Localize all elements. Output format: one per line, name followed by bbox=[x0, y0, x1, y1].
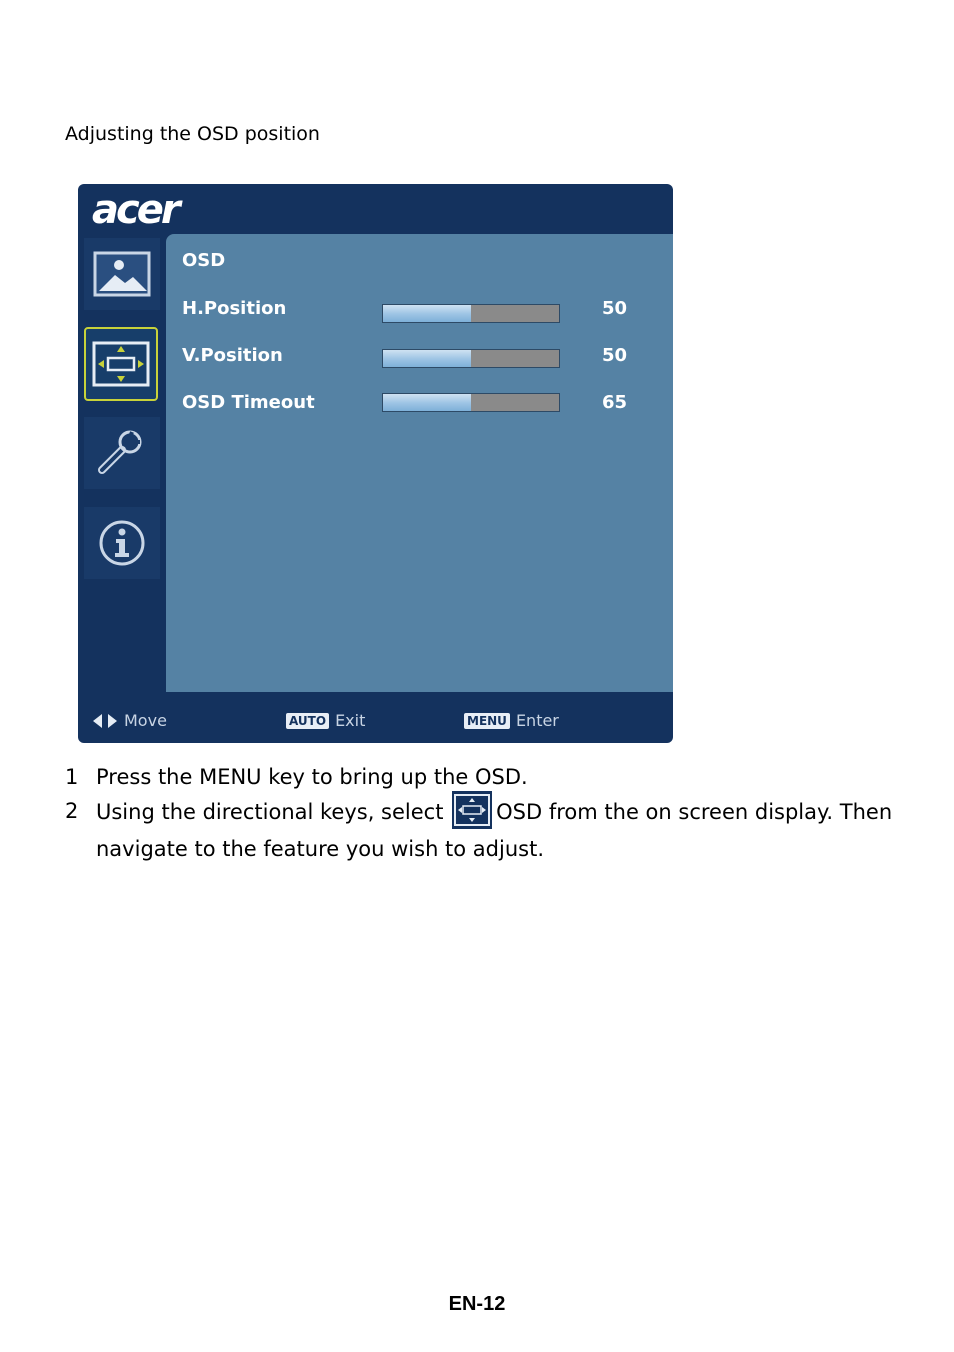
step-1 bbox=[65, 760, 905, 794]
footer-exit-label: Exit bbox=[335, 711, 366, 730]
page-number: EN-12 bbox=[448, 1293, 506, 1315]
auto-key-badge: AUTO bbox=[286, 713, 329, 729]
info-icon bbox=[97, 518, 147, 568]
osd-position-icon bbox=[452, 791, 492, 829]
osd-timeout-slider bbox=[382, 393, 560, 412]
h-position-label: H.Position bbox=[182, 298, 287, 319]
h-position-slider bbox=[382, 304, 560, 323]
sidebar-item-picture bbox=[84, 238, 160, 310]
osd-timeout-label: OSD Timeout bbox=[182, 392, 315, 413]
osd-settings-panel bbox=[166, 234, 673, 692]
v-position-slider bbox=[382, 349, 560, 368]
osd-footer bbox=[78, 692, 673, 743]
step-text-before: Using the directional keys, select bbox=[96, 800, 444, 824]
footer-enter-label: Enter bbox=[515, 711, 559, 730]
panel-title: OSD bbox=[182, 250, 226, 271]
sidebar-item-osd bbox=[84, 327, 158, 401]
step-number: 2 bbox=[65, 799, 79, 823]
v-position-label: V.Position bbox=[182, 345, 283, 366]
footer-exit bbox=[286, 711, 365, 730]
osd-timeout-value: 65 bbox=[602, 392, 628, 413]
osd-screenshot bbox=[78, 184, 673, 743]
osd-position-icon bbox=[92, 341, 150, 387]
h-position-value: 50 bbox=[602, 298, 628, 319]
step-2 bbox=[65, 794, 905, 866]
footer-enter bbox=[464, 711, 559, 730]
step-text: Press the MENU key to bring up the OSD. bbox=[96, 765, 528, 789]
v-position-value: 50 bbox=[602, 345, 628, 366]
sidebar-item-settings bbox=[84, 417, 160, 489]
wrench-icon bbox=[94, 428, 150, 478]
instruction-steps bbox=[65, 760, 905, 866]
menu-key-badge: MENU bbox=[464, 713, 510, 729]
footer-move bbox=[92, 711, 167, 730]
acer-logo: acer bbox=[92, 187, 178, 233]
step-text-after: OSD from the on screen display. Then navigate to the feature you wish to adjust. bbox=[96, 800, 893, 861]
section-title: Adjusting the OSD position bbox=[65, 123, 320, 145]
picture-icon bbox=[93, 251, 151, 297]
slider-fill bbox=[383, 394, 471, 411]
step-number: 1 bbox=[65, 765, 79, 789]
footer-move-label: Move bbox=[124, 711, 167, 730]
slider-fill bbox=[383, 305, 471, 322]
sidebar-item-information bbox=[84, 507, 160, 579]
slider-fill bbox=[383, 350, 471, 367]
left-right-arrows-icon bbox=[92, 713, 118, 729]
